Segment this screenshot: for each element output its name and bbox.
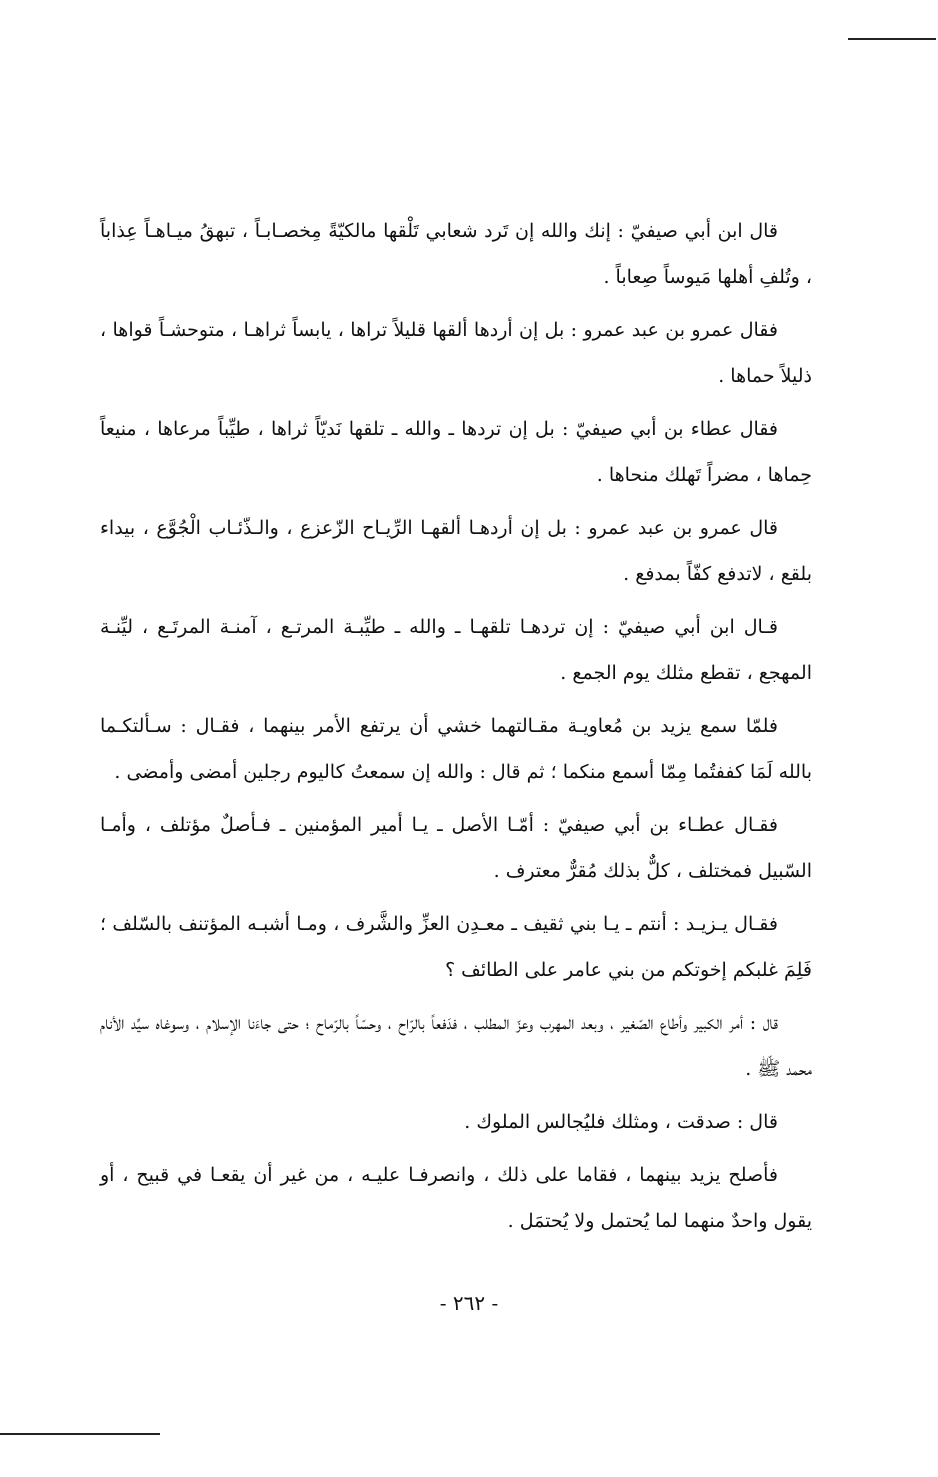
paragraph-6: فلمّا سمع يزيد بن مُعاويـة مقـالتهما خشي أن يرتفع الأمر بينهما ، فقـال : سـألتكـما بالله لَمَا كففتُما مِمّا أسمع منكما ؛ ثم قال : والله إن سمعتُ كاليوم رجلين أمضى وأمضى .	[100, 715, 812, 783]
paragraph-9: قال : أمر الكبير وأطاع الصّغير ، وبعد المهرب وعزّ المطلب ، فدَفعاً بالرّاح ، وحسّاً بالرّماح ؛ حتى جاءَنا الإسلام ، وسوغاه سيِّد الأنام محمد ﷺ .	[100, 1012, 812, 1080]
bottom-rule-line	[0, 1433, 160, 1435]
page-number: - ٢٦٢ -	[439, 1291, 499, 1315]
paragraph-11: فأصلح يزيد بينهما ، فقاما على ذلك ، وانصرفـا عليـه ، من غير أن يقعـا في قبيح ، أو يقول واحدٌ منهما لما يُحتمل ولا يُحتمَل .	[100, 1164, 812, 1232]
top-rule-line	[848, 38, 936, 40]
paragraph-1: قال ابن أبي صيفيّ : إنك والله إن تَرد شعابي تَلْقها مالكيّةً مِخصـابـاً ، تبهقُ ميـاهـاً عِذاباً ، وتُلفِ أهلها مَيوساً صِعاباً .	[100, 220, 812, 288]
body-text	[100, 208, 812, 1251]
paragraph-3: فقال عطاء بن أبي صيفيّ : بل إن تردها ـ والله ـ تلقها نَديّاً ثراها ، طيِّباً مرعاها ، منيعاً حِماها ، مضراً تَهلك منحاها .	[100, 418, 812, 486]
paragraph-10: قال : صدقت ، ومثلك فليُجالس الملوك .	[464, 1111, 778, 1133]
paragraph-2: فقال عمرو بن عبد عمرو : بل إن أردها ألقها قليلاً تراها ، يابساً ثراهـا ، متوحشـاً قواها ، ذليلاً حماها .	[100, 319, 812, 387]
paragraph-5: قـال ابن أبي صيفيّ : إن تردهـا تلقهـا ـ والله ـ طيِّبـة المرتـع ، آمنـة المرتَـع ، ليِّنـة المهجع ، تقطع مثلك يوم الجمع .	[100, 616, 812, 684]
paragraph-4: قال عمرو بن عبد عمرو : بل إن أردهـا ألقهـا الرِّيـاح الزّعزع ، والـذّئـاب الْجُوَّع ، بيداء بلقع ، لاتدفع كفّاً بمدفع .	[100, 517, 812, 585]
paragraph-8: فقـال يـزيـد : أنتم ـ يـا بني ثقيف ـ معـدِن العزِّ والشَّرف ، ومـا أشبـه المؤتنف بالسّلف ؛ فَلِمَ غلبكم إخوتكم من بني عامر على الطائف ؟	[100, 913, 812, 981]
paragraph-7: فقـال عطـاء بن أبي صيفيّ : أمّـا الأصل ـ يـا أمير المؤمنين ـ فـأصلٌ مؤتلف ، وأمـا السّبيل فمختلف ، كلٌّ بذلك مُقرٌّ معترف .	[100, 814, 812, 882]
